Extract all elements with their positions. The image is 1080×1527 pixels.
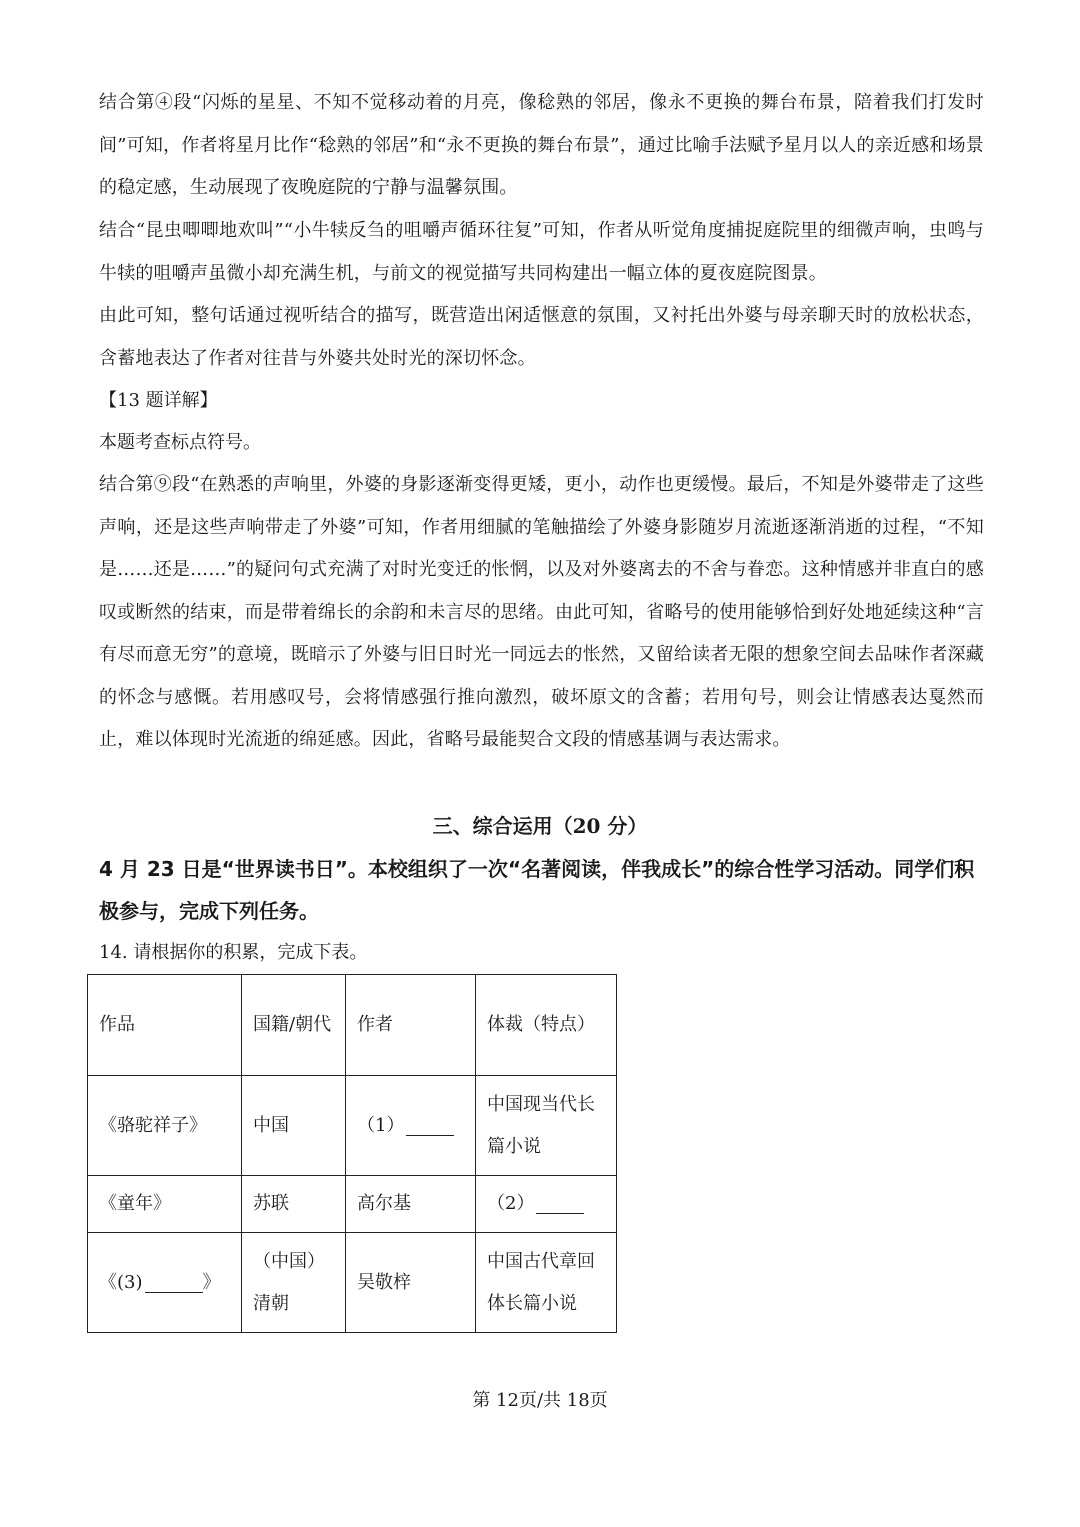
question-13-header: 【13 题详解】: [99, 390, 218, 411]
cell-genre: 中国现当代长篇小说: [476, 1076, 617, 1176]
question-13-topic: 本题考查标点符号。: [99, 432, 261, 453]
answer-blank-3[interactable]: [145, 1270, 203, 1293]
blank-label: 《(3): [99, 1271, 143, 1293]
cell-genre: 中国古代章回体长篇小说: [476, 1233, 617, 1333]
analysis-paragraph-2: 结合“昆虫唧唧地欢叫”“小牛犊反刍的咀嚼声循环往复”可知，作者从听觉角度捕捉庭院里的细微声响，虫鸣与牛犊的咀嚼声虽微小却充满生机，与前文的视觉描写共同构建出一幅立体的夏夜庭院图景。: [99, 220, 984, 284]
cell-author: 吴敬梓: [346, 1233, 476, 1333]
analysis-paragraph-3: 由此可知，整句话通过视听结合的描写，既营造出闲适惬意的氛围，又衬托出外婆与母亲聊天时的放松状态，含蓄地表达了作者对往昔与外婆共处时光的深切怀念。: [99, 305, 984, 369]
cell-nationality: 苏联: [242, 1176, 346, 1233]
cell-genre[interactable]: [476, 1176, 617, 1233]
header-nationality: 国籍/朝代: [242, 975, 346, 1076]
cell-author[interactable]: [346, 1076, 476, 1176]
header-author: 作者: [346, 975, 476, 1076]
title-close-mark: 》: [202, 1271, 221, 1293]
table-row: [88, 1233, 617, 1333]
cell-nationality: 中国: [242, 1076, 346, 1176]
question-14-prompt: 14. 请根据你的积累，完成下表。: [99, 942, 368, 963]
table-header-row: [88, 975, 617, 1076]
section-intro: 4 月 23 日是“世界读书日”。本校组织了一次“名著阅读，伴我成长”的综合性学习活动。同学们积极参与，完成下列任务。: [99, 857, 975, 923]
header-genre: 体裁（特点）: [476, 975, 617, 1076]
analysis-paragraph-1: 结合第④段“闪烁的星星、不知不觉移动着的月亮，像稔熟的邻居，像永不更换的舞台布景，陪着我们打发时间”可知，作者将星月比作“稔熟的邻居”和“永不更换的舞台布景”，通过比喻手法赋予星月以人的亲近感和场景的稳定感，生动展现了夜晚庭院的宁静与温馨氛围。: [99, 92, 984, 198]
blank-label: （2）: [487, 1193, 535, 1214]
cell-author: 高尔基: [346, 1176, 476, 1233]
section-title: 三、综合运用（20 分）: [432, 814, 648, 838]
answer-blank-1[interactable]: [406, 1113, 454, 1136]
table-row: [88, 1076, 617, 1176]
cell-work: 《骆驼祥子》: [88, 1076, 242, 1176]
page-number-footer: 第 12页/共 18页: [472, 1390, 608, 1411]
cell-work: 《童年》: [88, 1176, 242, 1233]
cell-work[interactable]: [88, 1233, 242, 1333]
header-work: 作品: [88, 975, 242, 1076]
answer-blank-2[interactable]: [536, 1191, 584, 1214]
blank-label: （1）: [357, 1114, 405, 1136]
table-row: [88, 1176, 617, 1233]
cell-nationality: （中国）清朝: [242, 1233, 346, 1333]
analysis-paragraph-4: 结合第⑨段“在熟悉的声响里，外婆的身影逐渐变得更矮，更小，动作也更缓慢。最后，不知是外婆带走了这些声响，还是这些声响带走了外婆”可知，作者用细腻的笔触描绘了外婆身影随岁月流逝逐渐消逝的过程，“不知是……还是……”的疑问句式充满了对时光变迁的怅惘，以及对外婆离去的不舍与眷恋。这种情感并非直白的感叹或断然的结束，而是带着绵长的余韵和未言尽的思绪。由此可知，省略号的使用能够恰到好处地延续这种“言有尽而意无穷”的意境，既暗示了外婆与旧日时光一同远去的怅然，又留给读者无限的想象空间去品味作者深藏的怀念与感慨。若用感叹号，会将情感强行推向激烈，破坏原文的含蓄；若用句号，则会让情感表达戛然而止，难以体现时光流逝的绵延感。因此，省略号最能契合文段的情感基调与表达需求。: [99, 474, 984, 750]
works-table: [87, 974, 617, 1333]
